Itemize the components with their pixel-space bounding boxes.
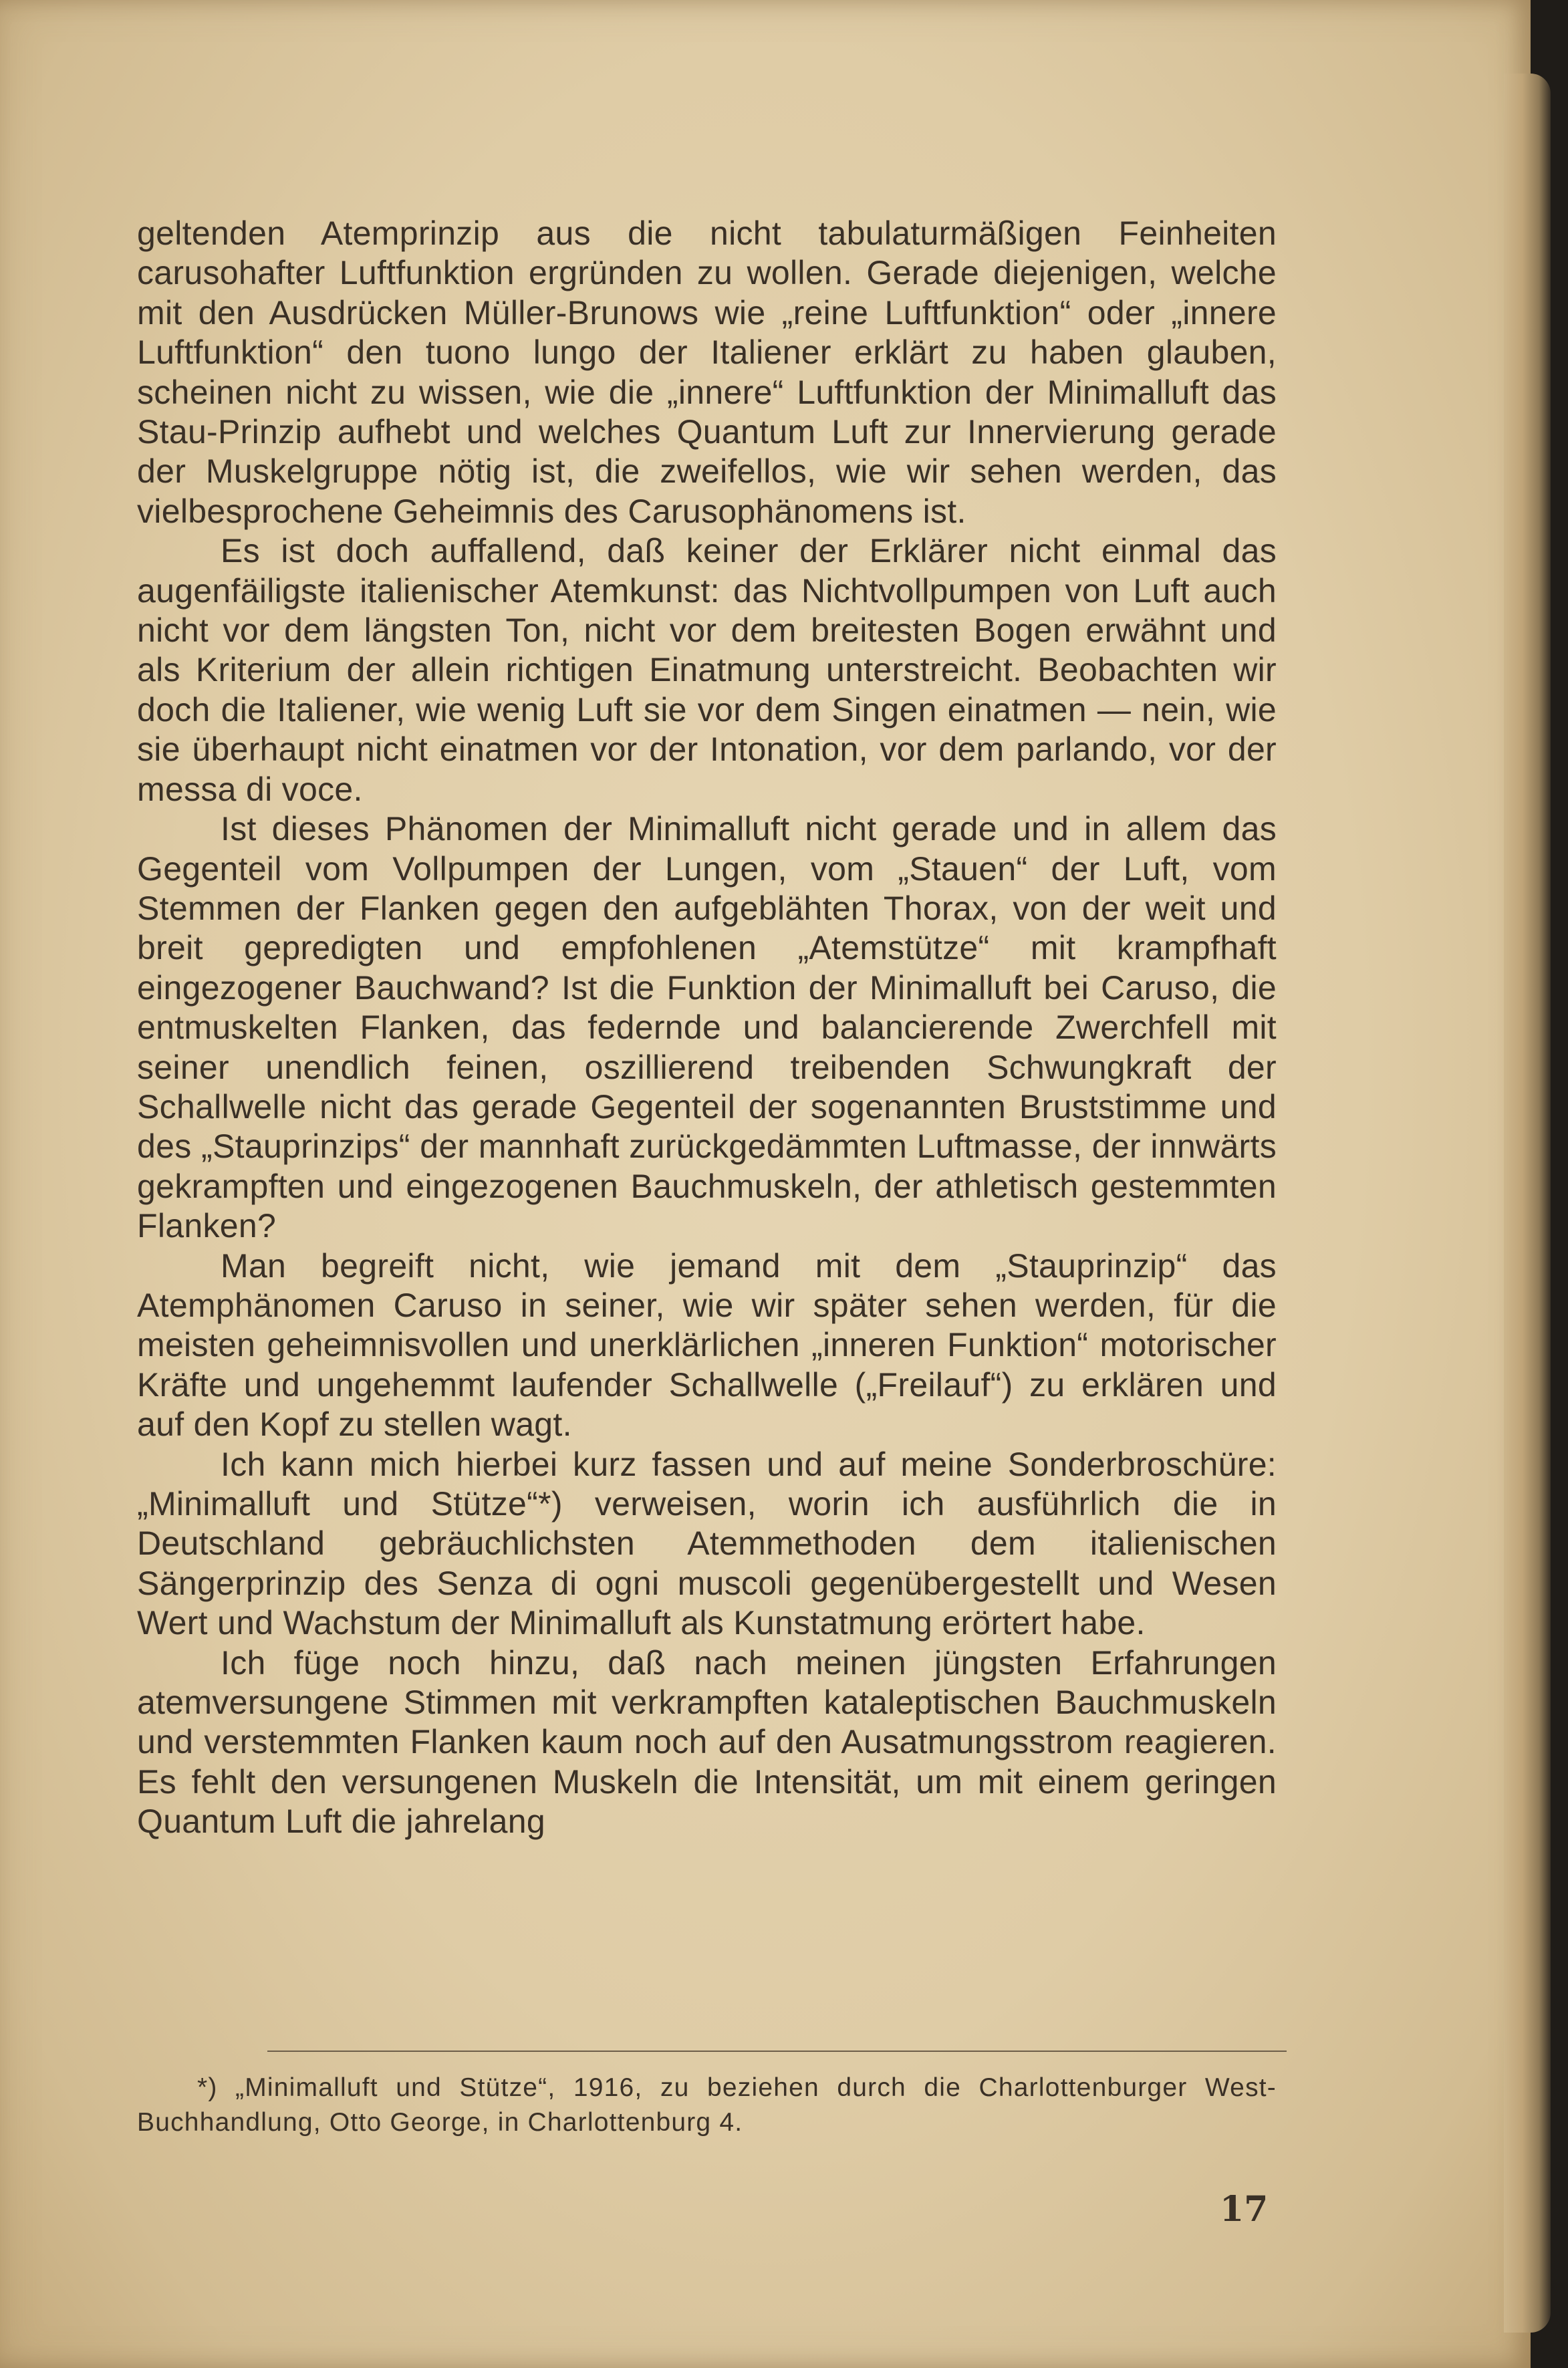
paragraph-3: Ist dieses Phänomen der Minimalluft nicht gerade und in allem das Gegenteil vom Vollpumpen der Lungen, vom „Stauen“ der Luft, vom Stemmen der Flanken gegen den aufgeblähten Thorax, von der weit und breit gepredigten und empfohlenen „Atemstütze“ mit krampfhaft eingezogener Bauchwand? Ist die Funktion der Minimalluft bei Caruso, die entmuskelten Flanken, das federnde und balancierende Zwerchfell mit seiner unendlich feinen, oszillierend treibenden Schwungkraft der Schallwelle nicht das gerade Gegenteil der sogenannten Bruststimme und des „Stauprinzips“ der mannhaft zurückgedämmten Luftmasse, der innwärts gekrampften und eingezogenen Bauchmuskeln, der athletisch gestemmten Flanken? (137, 810, 1277, 1245)
paragraph-6: Ich füge noch hinzu, daß nach meinen jüngsten Erfahrungen atemversungene Stimmen mit verkrampften kataleptischen Bauchmuskeln und verstemmten Flanken kaum noch auf den Ausatmungsstrom reagieren. Es fehlt den versungenen Muskeln die Intensität, um mit einem geringen Quantum Luft die jahrelang (137, 1643, 1277, 1841)
footnote (137, 2071, 1277, 2140)
footnote-divider (267, 2051, 1287, 2052)
page-body-text (137, 214, 1277, 1842)
page-number: 17 (1220, 2189, 1269, 2230)
paragraph-4: Man begreift nicht, wie jemand mit dem „Stauprinzip“ das Atemphänomen Caruso in seiner, wie wir später sehen werden, für die meisten geheimnisvollen und unerklärlichen „inneren Funktion“ motorischer Kräfte und ungehemmt laufender Schallwelle („Freilauf“) zu erklären und auf den Kopf zu stellen wagt. (137, 1246, 1277, 1444)
paragraph-1: geltenden Atemprinzip aus die nicht tabulaturmäßigen Feinheiten carusohafter Luftfunktion ergründen zu wollen. Gerade diejenigen, welche mit den Ausdrücken Müller-Brunows wie „reine Luftfunktion“ oder „innere Luftfunktion“ den tuono lungo der Italiener erklärt zu haben glauben, scheinen nicht zu wissen, wie die „innere“ Luftfunktion der Minimalluft das Stau-Prinzip aufhebt und welches Quantum Luft zur Innervierung gerade der Muskelgruppe nötig ist, die zweifellos, wie wir sehen werden, das vielbesprochene Geheimnis des Carusophänomens ist. (137, 215, 1277, 530)
paragraph-2: Es ist doch auffallend, daß keiner der Erklärer nicht einmal das augenfäiligste italienischer Atemkunst: das Nichtvollpumpen von Luft auch nicht vor dem längsten Ton, nicht vor dem breitesten Bogen erwähnt und als Kriterium der allein richtigen Einatmung unterstreicht. Beobachten wir doch die Italiener, wie wenig Luft sie vor dem Singen einatmen — nein, wie sie überhaupt nicht einatmen vor der Intonation, vor dem parlando, vor der messa di voce. (137, 532, 1277, 808)
page-edge (1504, 74, 1551, 2333)
footnote-text: *) „Minimalluft und Stütze“, 1916, zu beziehen durch die Charlottenburger West-Buchhandlung, Otto George, in Charlottenburg 4. (137, 2073, 1277, 2137)
paragraph-5: Ich kann mich hierbei kurz fassen und auf meine Sonderbroschüre: „Minimalluft und Stütze“*) verweisen, worin ich ausführlich die in Deutschland gebräuchlichsten Atemmethoden dem italienischen Sängerprinzip des Senza di ogni muscoli gegenübergestellt und Wesen Wert und Wachstum der Minimalluft als Kunstatmung erörtert habe. (137, 1445, 1277, 1642)
